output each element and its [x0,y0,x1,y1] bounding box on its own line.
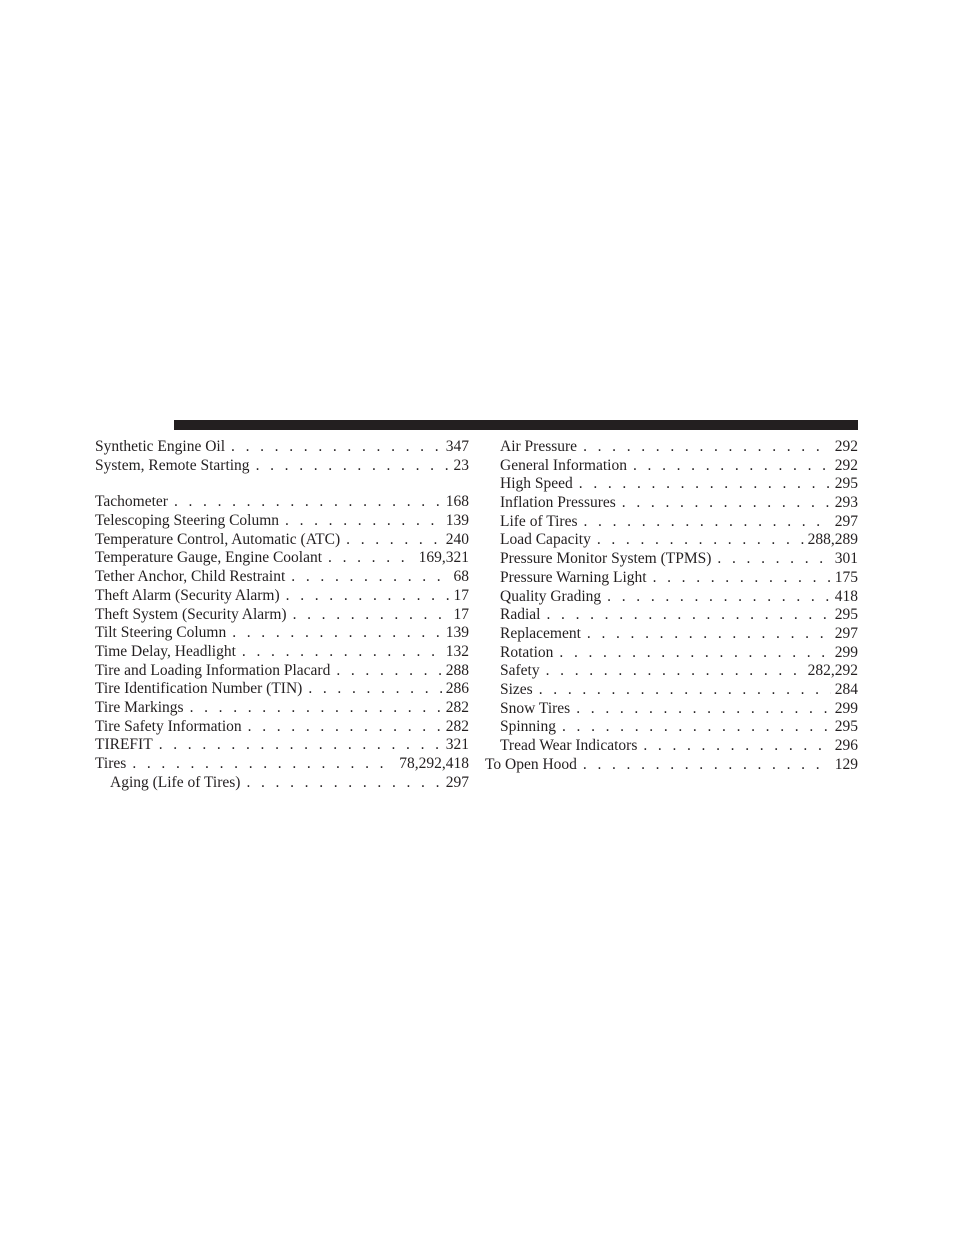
dot-leader [336,662,441,681]
index-subentry [485,569,858,588]
page-numbers: 296 [834,737,858,754]
page-numbers: 299 [834,643,858,661]
page-numbers: 292 [834,456,858,474]
index-term: Tachometer [95,493,168,511]
page-numbers: 292 [834,438,858,455]
index-subentry [485,531,858,550]
dot-leader [546,662,804,681]
index-subentry [485,475,858,494]
page-numbers: 293 [834,494,858,512]
index-term: Quality Grading [500,587,602,605]
index-subentry [485,438,858,457]
index-term: Aging (Life of Tires) [110,773,241,791]
index-entry [95,438,469,457]
index-entry [95,718,469,737]
index-term: Safety [500,662,540,680]
index-term: Tether Anchor, Child Restraint [95,568,286,586]
dot-leader [159,736,442,755]
index-entry [95,606,469,625]
index-entry [95,549,469,568]
index-entry [95,755,469,774]
dot-leader [291,568,449,587]
dot-leader [717,550,830,569]
index-entry [95,531,469,550]
dot-leader [633,457,831,476]
index-term: To Open Hood [485,755,577,773]
index-entry [95,512,469,531]
index-subentry [485,718,858,737]
dot-leader [256,457,450,476]
index-term: Time Delay, Headlight [95,642,236,660]
index-term: Pressure Monitor System (TPMS) [500,550,712,568]
page-numbers: 139 [445,512,469,530]
index-subentry [485,457,858,476]
index-subentry [485,644,858,663]
index-column-left [95,438,469,792]
dot-leader [232,624,442,643]
index-subentry [485,700,858,719]
index-term: Inflation Pressures [500,494,616,512]
index-subentry [485,737,858,756]
dot-leader [328,549,415,568]
dot-leader [308,680,441,699]
dot-leader [242,643,442,662]
page-numbers: 418 [834,587,858,605]
dot-leader [248,718,442,737]
index-term: High Speed [500,475,573,493]
index-term: Tread Wear Indicators [500,737,638,754]
index-subentry [485,588,858,607]
dot-leader [583,756,831,775]
dot-leader [583,438,831,457]
index-term: TIREFIT [95,736,153,754]
dot-leader [132,755,395,774]
page-numbers: 78,292,418 [399,755,469,772]
dot-leader [607,588,831,607]
dot-leader [562,718,831,737]
dot-leader [539,681,831,700]
dot-leader [584,513,831,532]
dot-leader [231,438,442,457]
index-term: System, Remote Starting [95,456,250,474]
page-numbers: 169,321 [418,549,469,567]
index-entry [485,756,858,775]
index-subentry [485,494,858,513]
page-numbers: 132 [445,642,469,660]
page-numbers: 295 [834,606,858,624]
page-numbers: 321 [445,736,469,754]
dot-leader [559,644,830,663]
page-numbers: 17 [453,605,469,623]
index-entry [95,568,469,587]
dot-leader [653,569,831,588]
index-subentry [485,550,858,569]
index-entry [95,680,469,699]
dot-leader [285,512,442,531]
index-term: Snow Tires [500,699,571,717]
index-term: Pressure Warning Light [500,568,647,586]
index-term: Temperature Gauge, Engine Coolant [95,549,323,567]
page-numbers: 295 [834,718,858,736]
page-numbers: 295 [834,475,858,493]
index-term: Life of Tires [500,512,578,530]
index-term: Tilt Steering Column [95,624,227,642]
index-term: Load Capacity [500,531,591,549]
index-term: Telescoping Steering Column [95,512,280,530]
index-subentry [485,513,858,532]
index-subentry [485,606,858,625]
page-numbers: 240 [445,530,469,548]
header-rule [174,420,858,430]
index-term: Theft Alarm (Security Alarm) [95,586,280,604]
index-entry [95,643,469,662]
index-entry [95,699,469,718]
page-numbers: 297 [834,512,858,530]
index-term: Spinning [500,718,556,736]
dot-leader [286,587,450,606]
page-numbers: 297 [834,624,858,642]
page-numbers: 139 [445,624,469,642]
index-term: Radial [500,606,541,624]
page-numbers: 175 [834,568,858,586]
dot-leader [190,699,442,718]
page-numbers: 129 [834,755,858,773]
index-subentry [95,774,469,793]
page-numbers: 282 [445,698,469,716]
index-term: Theft System (Security Alarm) [95,605,287,623]
index-term: Temperature Control, Automatic (ATC) [95,530,341,548]
dot-leader [579,475,831,494]
dot-leader [293,606,450,625]
dot-leader [587,625,831,644]
page-numbers: 284 [834,680,858,698]
index-term: Tire Markings [95,698,184,716]
page-numbers: 17 [453,586,469,604]
page-numbers: 68 [453,568,469,586]
index-entry [95,624,469,643]
page-numbers: 282,292 [807,662,858,680]
page-numbers: 288 [445,661,469,679]
dot-leader [643,737,830,756]
index-term: Air Pressure [500,438,578,455]
dot-leader [622,494,831,513]
dot-leader [246,774,441,793]
index-entry [95,457,469,476]
page-numbers: 282 [445,717,469,735]
dot-leader [346,531,442,550]
page-numbers: 286 [445,680,469,698]
index-entry [95,736,469,755]
index-term: Synthetic Engine Oil [95,438,226,455]
page-numbers: 288,289 [807,531,858,549]
index-column-right [485,438,858,774]
index-term: Rotation [500,643,554,661]
index-term: Tires [95,755,127,772]
index-subentry [485,625,858,644]
dot-leader [576,700,831,719]
index-entry [95,587,469,606]
index-term: Sizes [500,680,533,698]
index-term: Tire Identification Number (TIN) [95,680,303,698]
dot-leader [174,493,442,512]
page-numbers: 301 [834,550,858,568]
index-term: Replacement [500,624,581,642]
page-numbers: 347 [445,438,469,455]
dot-leader [546,606,830,625]
index-entry [95,493,469,512]
page-numbers: 299 [834,699,858,717]
page-numbers: 23 [453,456,469,474]
index-subentry [485,681,858,700]
dot-leader [597,531,804,550]
page-numbers: 297 [445,773,469,791]
index-term: Tire and Loading Information Placard [95,661,331,679]
index-term: Tire Safety Information [95,717,242,735]
index-entry [95,662,469,681]
page-numbers: 168 [445,493,469,511]
index-term: General Information [500,456,627,474]
index-subentry [485,662,858,681]
